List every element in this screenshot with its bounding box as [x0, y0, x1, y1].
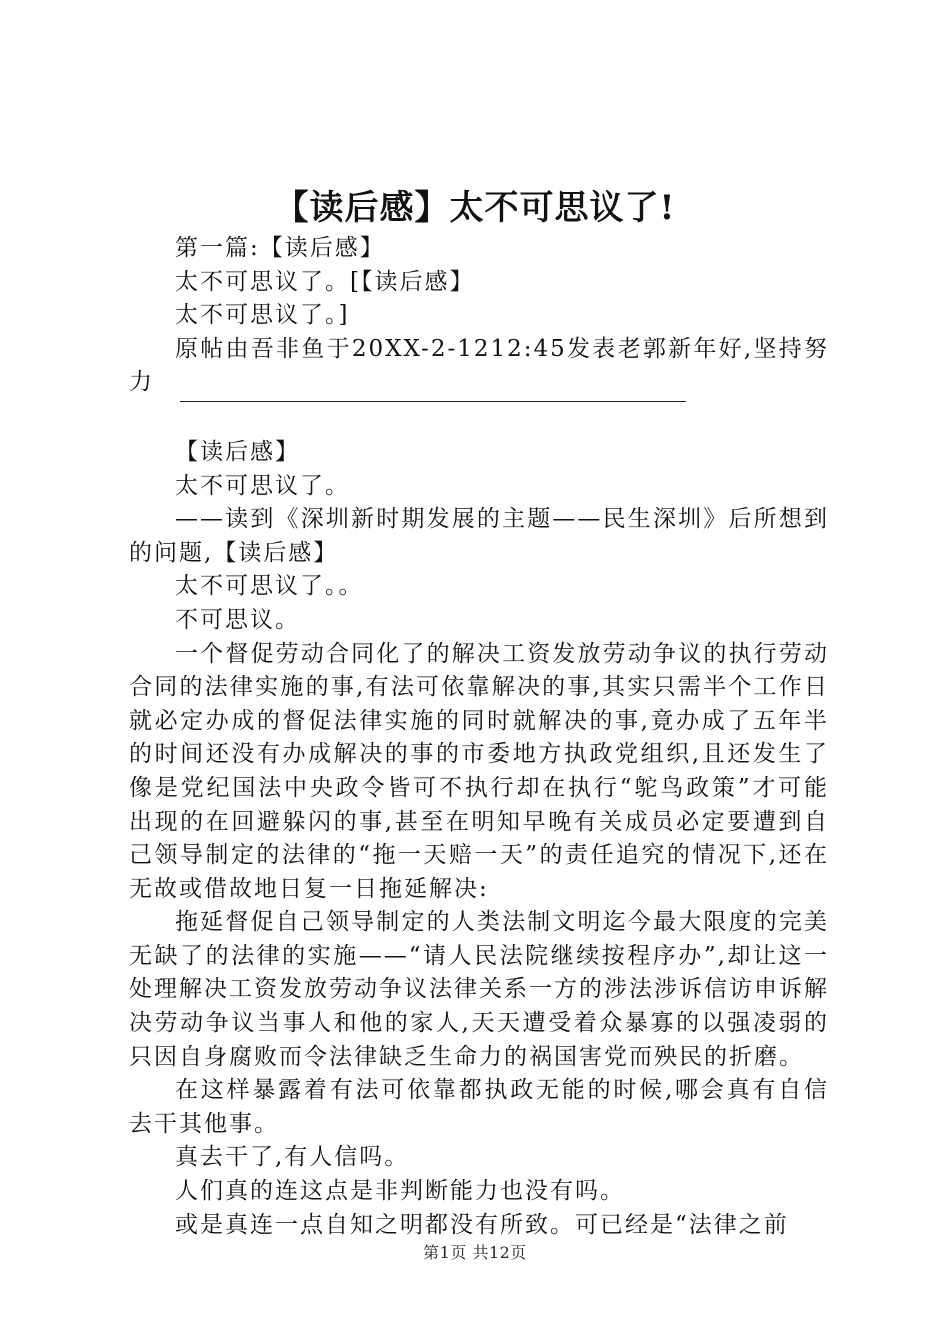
paragraph: 在这样暴露着有法可依靠都执政无能的时候,哪会真有自信去干其他事。 — [129, 1077, 829, 1137]
paragraph: 人们真的连这点是非判断能力也没有吗。 — [175, 1178, 625, 1205]
document-body — [129, 232, 829, 1242]
page-footer: 第1页 共12页 — [423, 1243, 527, 1262]
paragraph: 拖延督促自己领导制定的人类法制文明迄今最大限度的完美无缺了的法律的实施——“请人民法院继续按程序办”,却让这一处理解决工资发放劳动争议法律关系一方的涉法涉诉信访申诉解决劳动争议当事人和他的家人,天天遭受着众暴寡的以强凌弱的只因自身腐败而令法律缺乏生命力的祸国害党而殃民的折磨。 — [129, 909, 829, 1070]
paragraph: 太不可思议了。] — [175, 302, 350, 329]
paragraph: 【读后感】 — [175, 438, 300, 465]
paragraph: 太不可思议了。。 — [175, 573, 364, 600]
paragraph: 真去干了,有人信吗。 — [175, 1144, 410, 1171]
paragraph: 一个督促劳动合同化了的解决工资发放劳动争议的执行劳动合同的法律实施的事,有法可依靠解决的事,其实只需半个工作日就必定办成的督促法律实施的同时就解决的事,竟办成了五年半的时间还没有办成解决的事的市委地方执政党组织,且还发生了像是党纪国法中央政令皆可不执行却在执行“鸵鸟政策”才可能出现的在回避躲闪的事,甚至在明知早晚有关成员必定要遭到自己领导制定的法律的“拖一天赔一天”的责任追究的情况下,还在无故或借故地日复一日拖延解决: — [129, 640, 829, 902]
paragraph: 不可思议。 — [175, 606, 300, 633]
paragraph: 第一篇:【读后感】 — [175, 235, 385, 261]
paragraph: 太不可思议了。 — [175, 472, 350, 499]
paragraph: 或是真连一点自知之明都没有所致。可已经是“法律之前 — [175, 1211, 789, 1238]
paragraph: 原帖由吾非鱼于20XX-2-1212:45发表老郭新年好,坚持努力 — [129, 335, 829, 396]
horizontal-rule — [180, 401, 686, 402]
rule-spacer — [129, 400, 829, 436]
paragraph: ——读到《深圳新时期发展的主题——民生深圳》后所想到的问题,【读后感】 — [129, 506, 829, 566]
document-title: 【读后感】太不可思议了! — [274, 188, 676, 228]
paragraph: 太不可思议了。[【读后感】 — [175, 268, 475, 295]
